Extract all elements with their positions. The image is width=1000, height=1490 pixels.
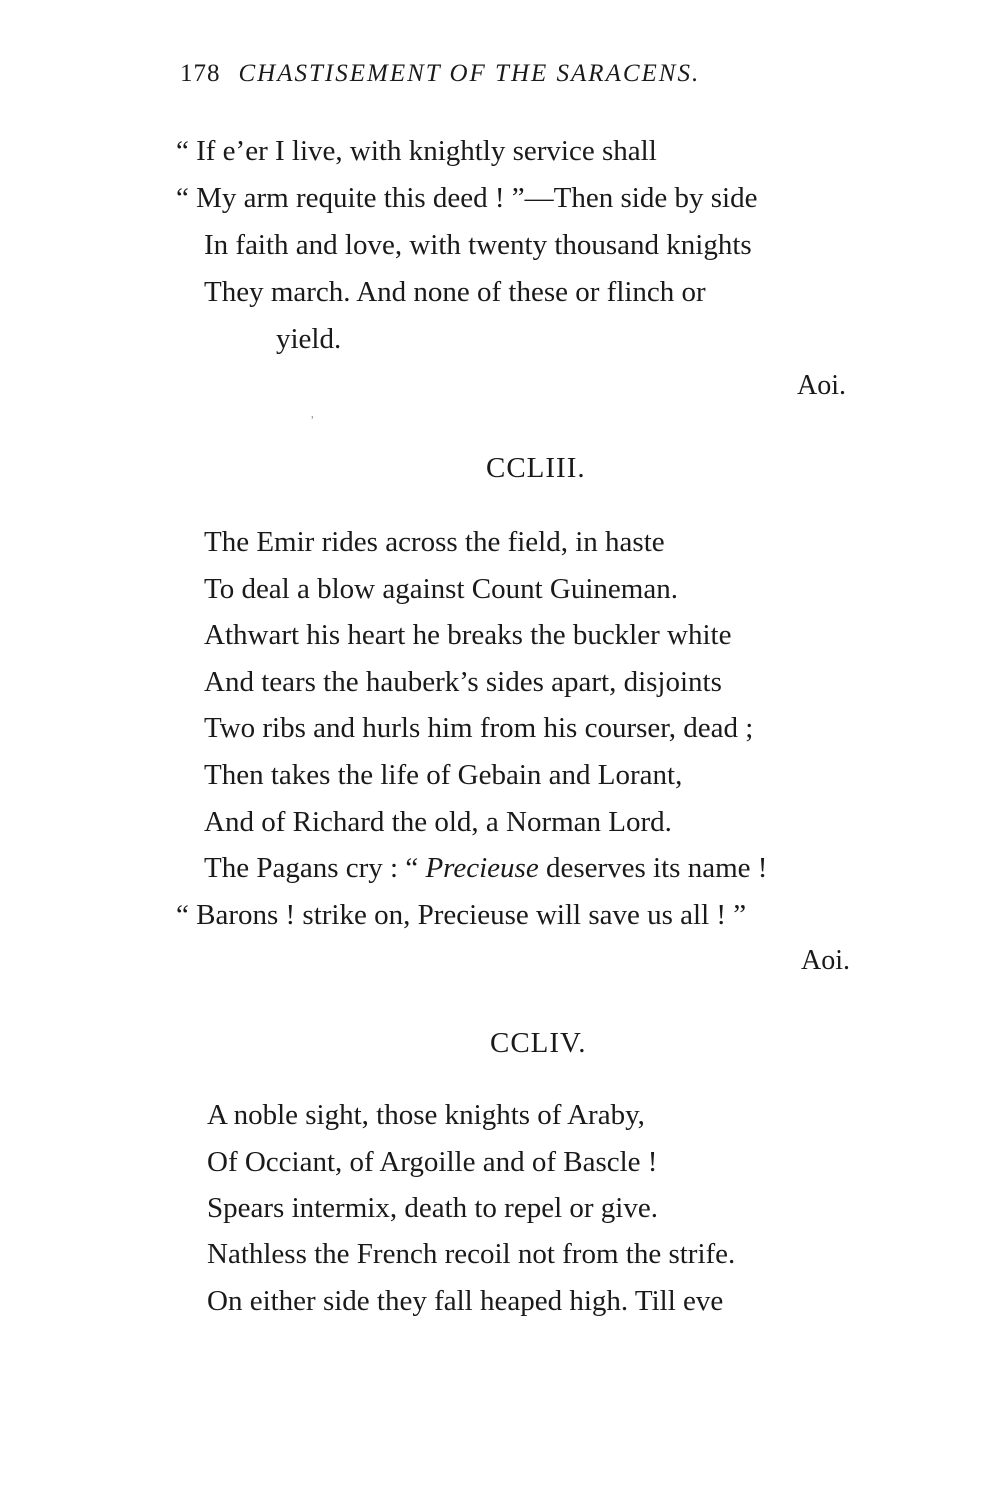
verse-line: Two ribs and hurls him from his courser, dead ; [204,712,754,744]
section-heading-ccliv: CCLIV. [490,1027,587,1059]
verse-line-part: The Pagans cry : “ [204,852,426,884]
verse-line-part: deserves its name ! [538,852,768,884]
verse-line [204,854,767,883]
page-number: 178 [180,60,221,87]
verse-line: And tears the hauberk’s sides apart, disjoints [204,666,722,698]
verse-line: In faith and love, with twenty thousand knights [204,229,752,261]
verse-line: Of Occiant, of Argoille and of Bascle ! [207,1146,658,1178]
verse-line: Then takes the life of Gebain and Lorant, [204,759,683,791]
verse-line: To deal a blow against Count Guineman. [204,573,678,605]
running-header [180,60,700,88]
verse-line: On either side they fall heaped high. Till eve [207,1285,724,1317]
verse-line: They march. And none of these or flinch or [204,276,706,308]
verse-line: “ Barons ! strike on, Precieuse will save us all ! ” [176,899,747,931]
verse-line: A noble sight, those knights of Araby, [207,1099,645,1131]
print-speck: ˒ [310,408,315,423]
section-heading-ccliii: CCLIII. [486,452,586,484]
verse-line: “ My arm requite this deed ! ”—Then side by side [176,182,758,214]
running-title: CHASTISEMENT OF THE SARACENS. [238,60,701,87]
verse-line: And of Richard the old, a Norman Lord. [204,806,672,838]
refrain-aoi: Aoi. [797,370,846,401]
verse-line: “ If e’er I live, with knightly service shall [176,135,657,167]
verse-line-italic: Precieuse [425,852,539,884]
verse-line: Nathless the French recoil not from the strife. [207,1238,736,1270]
refrain-aoi: Aoi. [801,945,850,976]
verse-line: Athwart his heart he breaks the buckler white [204,619,732,651]
verse-line: Spears intermix, death to repel or give. [207,1192,658,1224]
verse-line-continuation: yield. [276,323,342,355]
verse-line: The Emir rides across the field, in haste [204,526,665,558]
